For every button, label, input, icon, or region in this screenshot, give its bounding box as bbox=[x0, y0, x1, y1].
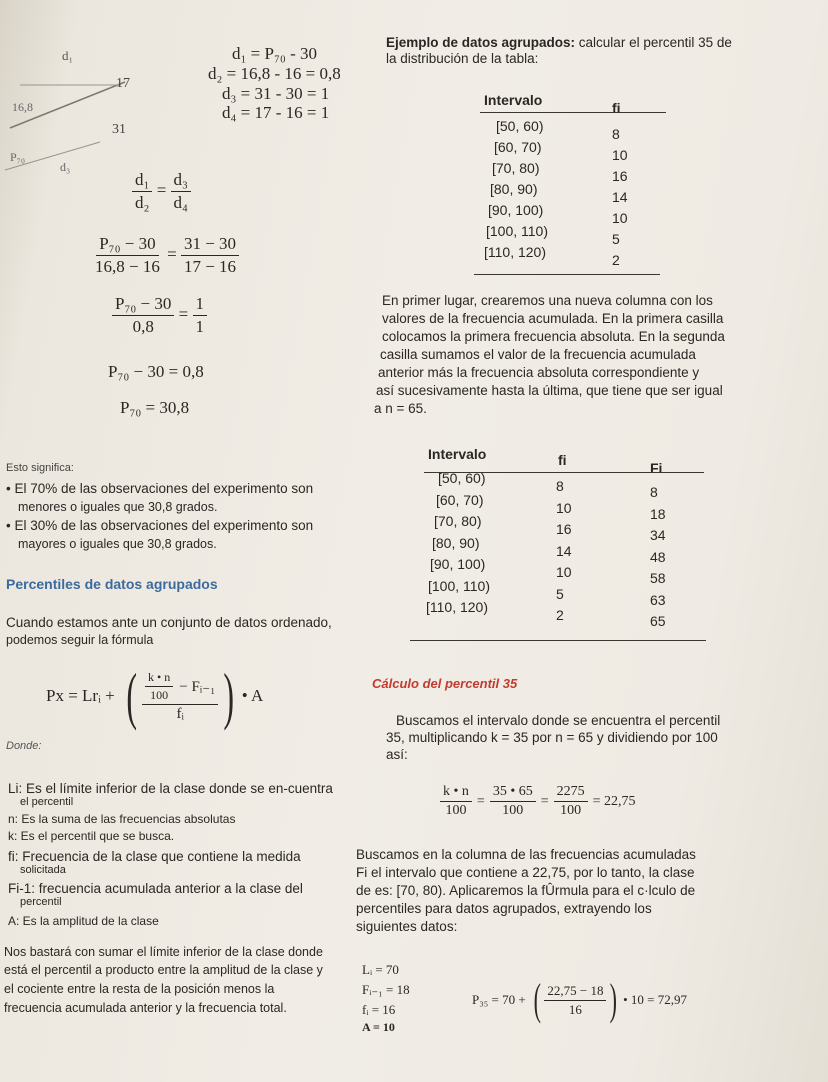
step3-equation: P₇₀ − 30 = 0,8 bbox=[108, 362, 204, 381]
paragraph1-line-2: valores de la frecuencia acumulada. En la primera casilla bbox=[382, 311, 724, 326]
meaning-line-2: menores o iguales que 30,8 grados. bbox=[18, 500, 218, 514]
table1-bottom-rule bbox=[474, 274, 660, 275]
example-line-2: la distribución de la tabla: bbox=[386, 51, 539, 66]
percentile-formula: Px = Lrᵢ + ( $\frac{k • n}{100}$ − Fᵢ₋₁ fᵢ ) • A bbox=[46, 660, 264, 731]
diagram-label-d1: d₁ bbox=[62, 48, 74, 63]
table2-cell-fi: 16 bbox=[556, 521, 572, 537]
diagram-label-17: 17 bbox=[116, 76, 130, 91]
step2-equation: $\frac{\text{P₇₀ − 30}}{0,8}$ = $\frac{1}{1}$ bbox=[112, 294, 207, 337]
table1-cell-fi: 5 bbox=[612, 231, 620, 247]
table1-cell-intervalo: [50, 60) bbox=[496, 118, 544, 134]
table1-cell-fi: 10 bbox=[612, 210, 628, 226]
diagram-label-d3: d₃ bbox=[60, 160, 71, 174]
table1-header-rule bbox=[480, 112, 666, 113]
paragraph2-line-2: 35, multiplicando k = 35 por n = 65 y dividiendo por 100 bbox=[386, 730, 718, 745]
table2-header-intervalo: Intervalo bbox=[428, 446, 487, 462]
definition-n: n: Es la suma de las frecuencias absolutas bbox=[8, 812, 236, 826]
intro-line-2: podemos seguir la fórmula bbox=[6, 633, 154, 647]
value-fi: fᵢ = 16 bbox=[362, 1002, 396, 1017]
diagram-label-31: 31 bbox=[112, 122, 126, 137]
paragraph1-line-7: a n = 65. bbox=[374, 401, 427, 416]
definition-fi: fi: Frecuencia de la clase que contiene la medida bbox=[8, 849, 301, 864]
paragraph3-line-1: Buscamos en la columna de las frecuencias acumuladas bbox=[356, 847, 696, 862]
calc-title: Cálculo del percentil 35 bbox=[372, 676, 518, 691]
table1-cell-fi: 14 bbox=[612, 189, 628, 205]
table2-bottom-rule bbox=[410, 640, 706, 641]
table2-header-Fi: Fi bbox=[650, 460, 663, 476]
conclusion-line-3: el cociente entre la resta de la posición menos la bbox=[4, 982, 275, 996]
table1-cell-fi: 10 bbox=[612, 147, 628, 163]
paragraph3-line-4: percentiles para datos agrupados, extrayendo los bbox=[356, 901, 652, 916]
table2-cell-intervalo: [90, 100) bbox=[430, 556, 486, 572]
equation-d3: d₃ = 31 - 30 = 1 bbox=[222, 84, 330, 103]
paragraph3-line-3: de es: [70, 80). Aplicaremos la fÛrmula para el c·lculo de bbox=[356, 883, 696, 898]
paragraph1-line-3: colocamos la primera frecuencia absoluta. En la segunda bbox=[382, 329, 725, 344]
table2-cell-Fi: 34 bbox=[650, 527, 666, 543]
table1-cell-intervalo: [80, 90) bbox=[490, 181, 538, 197]
paragraph2-line-3: así: bbox=[386, 747, 408, 762]
table1-cell-fi: 2 bbox=[612, 252, 620, 268]
table2-cell-fi: 2 bbox=[556, 607, 564, 623]
table1-cell-fi: 8 bbox=[612, 126, 620, 142]
table2-cell-Fi: 48 bbox=[650, 548, 666, 565]
meaning-line-3: • El 30% de las observaciones del experimento son bbox=[6, 518, 314, 533]
definition-a: A: Es la amplitud de la clase bbox=[8, 914, 159, 928]
table2-cell-fi: 10 bbox=[556, 499, 572, 516]
paragraph3-line-5: siguientes datos: bbox=[356, 919, 458, 934]
table1-cell-intervalo: [100, 110) bbox=[486, 223, 549, 239]
section-title: Percentiles de datos agrupados bbox=[6, 576, 218, 592]
paragraph3-line-2: Fi el intervalo que contiene a 22,75, por lo tanto, la clase bbox=[356, 865, 695, 880]
equation-d1: d₁ = P₇₀ - 30 bbox=[232, 44, 317, 63]
definition-fi1-cont: percentil bbox=[20, 896, 62, 908]
meaning-line-4: mayores o iguales que 30,8 grados. bbox=[18, 537, 217, 551]
conclusion-line-2: está el percentil a producto entre la amplitud de la clase y bbox=[4, 963, 323, 977]
table2-cell-Fi: 58 bbox=[650, 570, 666, 586]
final-equation: P₃₅ = 70 + ( $\frac{22,75 - 18}{16}$ ) • 10 = 72,97 bbox=[472, 975, 688, 1024]
definition-fi1: Fi-1: frecuencia acumulada anterior a la clase del bbox=[8, 881, 303, 896]
intro-line-1: Cuando estamos ante un conjunto de datos ordenado, bbox=[6, 615, 332, 630]
table2-cell-fi: 8 bbox=[556, 478, 564, 494]
donde-label: Donde: bbox=[6, 740, 42, 752]
table2-cell-Fi: 63 bbox=[650, 591, 666, 608]
table1-cell-intervalo: [90, 100) bbox=[488, 202, 544, 218]
diagram-label-16-8: 16,8 bbox=[12, 100, 33, 114]
table2-cell-intervalo: [110, 120) bbox=[426, 599, 489, 615]
table2-cell-intervalo: [80, 90) bbox=[432, 534, 480, 551]
paragraph1-line-6: así sucesivamente hasta la última, que tiene que ser igual bbox=[376, 383, 723, 398]
table2-header-fi: fi bbox=[558, 452, 567, 468]
table1-cell-intervalo: [60, 70) bbox=[494, 139, 542, 155]
value-li: Lᵢ = 70 bbox=[362, 962, 399, 977]
table2-cell-Fi: 18 bbox=[650, 505, 666, 522]
ratio-equation: $\frac{\text{d₁}}{\text{d₂}}$ = $\frac{\text{d₃}}{\text{d₄}}$ bbox=[132, 170, 191, 213]
conclusion-line-1: Nos bastará con sumar el límite inferior de la clase donde bbox=[4, 945, 323, 959]
meaning-line-1: • El 70% de las observaciones del experimento son bbox=[6, 481, 314, 496]
paragraph1-line-4: casilla sumamos el valor de la frecuencia acumulada bbox=[380, 347, 696, 362]
value-fi1: Fᵢ₋₁ = 18 bbox=[362, 982, 410, 997]
paragraph1-line-1: En primer lugar, crearemos una nueva columna con los bbox=[382, 293, 713, 308]
diagram-label-p70: P₇₀ bbox=[10, 150, 26, 164]
table2-cell-Fi: 8 bbox=[650, 484, 658, 500]
definition-li: Li: Es el límite inferior de la clase donde se en-cuentra bbox=[8, 781, 333, 796]
table2-cell-fi: 10 bbox=[556, 564, 572, 580]
table2-cell-intervalo: [60, 70) bbox=[436, 491, 484, 508]
table2-cell-Fi: 65 bbox=[650, 613, 666, 629]
table1-header-fi: fi bbox=[612, 100, 621, 116]
definition-li-cont: el percentil bbox=[20, 796, 74, 808]
table1-cell-fi: 16 bbox=[612, 168, 628, 184]
table2-cell-fi: 5 bbox=[556, 585, 564, 602]
table2-cell-intervalo: [50, 60) bbox=[438, 470, 486, 486]
definition-k: k: Es el percentil que se busca. bbox=[8, 829, 175, 843]
calc-equation: $\frac{k • n}{100}$ = $\frac{35 • 65}{100}$ = $\frac{2275}{100}$ = 22,75 bbox=[440, 784, 636, 819]
step1-equation: $\frac{\text{P₇₀ − 30}}{16,8 - 16}$ = $\frac{31 - 30}{17 - 16}$ bbox=[92, 234, 239, 277]
definition-fi-cont: solicitada bbox=[20, 864, 66, 876]
meaning-label: Esto significa: bbox=[6, 462, 74, 474]
table1-header-intervalo: Intervalo bbox=[484, 92, 543, 108]
example-title-line: Ejemplo de datos agrupados: calcular el percentil 35 de bbox=[386, 35, 732, 50]
table2-cell-intervalo: [70, 80) bbox=[434, 513, 482, 529]
table2-cell-intervalo: [100, 110) bbox=[428, 577, 491, 594]
value-a: A = 10 bbox=[362, 1020, 395, 1034]
equation-d4: d₄ = 17 - 16 = 1 bbox=[222, 103, 330, 122]
step4-equation: P₇₀ = 30,8 bbox=[120, 398, 190, 417]
table2-cell-fi: 14 bbox=[556, 542, 572, 559]
table1-cell-intervalo: [110, 120) bbox=[484, 244, 547, 260]
interpolation-diagram bbox=[0, 40, 200, 190]
paragraph2-line-1: Buscamos el intervalo donde se encuentra el percentil bbox=[396, 713, 721, 728]
table1-cell-intervalo: [70, 80) bbox=[492, 160, 540, 176]
equation-d2: d₂ = 16,8 - 16 = 0,8 bbox=[208, 64, 341, 83]
paragraph1-line-5: anterior más la frecuencia absoluta correspondiente y bbox=[378, 365, 700, 380]
conclusion-line-4: frecuencia acumulada anterior y la frecuencia total. bbox=[4, 1001, 287, 1015]
